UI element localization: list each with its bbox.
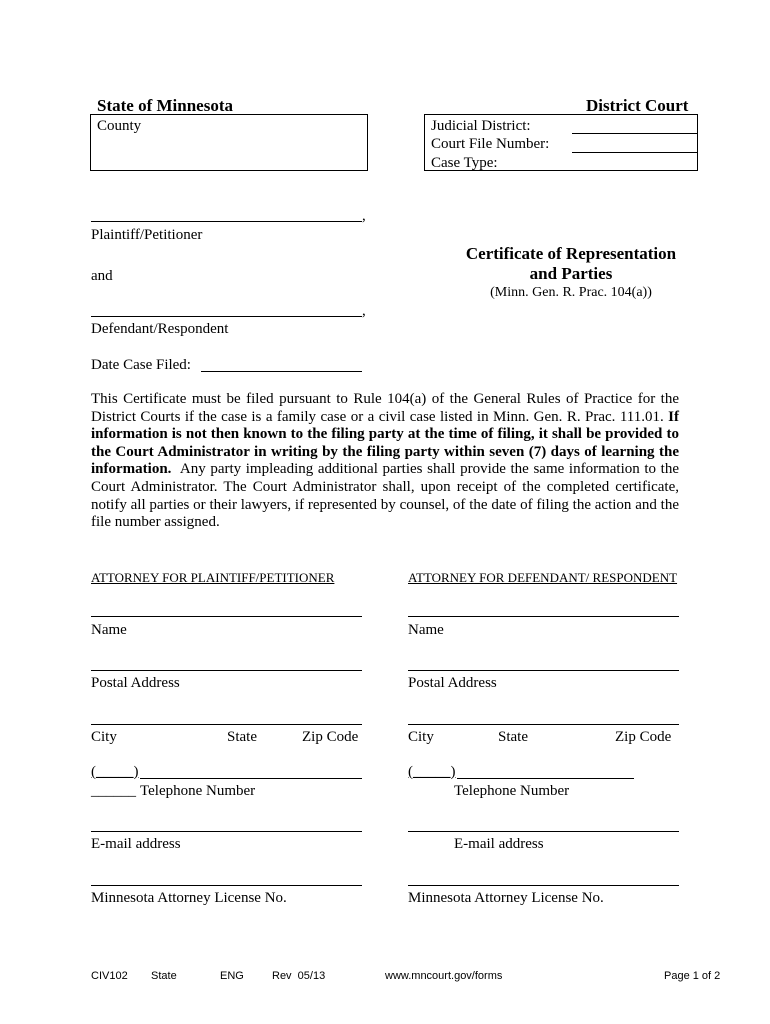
intro-part-1: This Certificate must be filed pursuant to Rule 104(a) of the General Rules of Practice for the District Courts if the case is a family case or a civil case listed in Minn. Gen. R. Prac. 111.01. (91, 391, 679, 425)
defendant-attorney-heading: ATTORNEY FOR DEFENDANT/ RESPONDENT (408, 570, 678, 585)
plaintiff-attorney-state-label: State (227, 729, 257, 745)
defendant-comma: , (362, 303, 366, 319)
plaintiff-attorney-postal-field[interactable] (91, 670, 362, 671)
date-filed-label: Date Case Filed: (91, 357, 191, 373)
defendant-attorney-email-field[interactable] (408, 831, 679, 832)
plaintiff-attorney-name-field[interactable] (91, 616, 362, 617)
court-title: District Court (586, 96, 689, 115)
defendant-attorney-postal-field[interactable] (408, 670, 679, 671)
plaintiff-attorney-email-field[interactable] (91, 831, 362, 832)
county-box[interactable] (90, 114, 368, 171)
plaintiff-attorney-license-field[interactable] (91, 885, 362, 886)
intro-part-2: Any party impleading additional parties shall provide the same information to the Court Administrator. The Court Administrator shall, upon receipt of the completed certificate, notify all parties or their lawyers, if represented by counsel, of the date of filing the action and the file number assigned. (91, 461, 679, 531)
defendant-attorney-area-code[interactable]: (_____) (408, 764, 456, 780)
defendant-attorney-phone-label: Telephone Number (454, 783, 570, 799)
state-title: State of Minnesota (97, 96, 233, 115)
plaintiff-attorney-license-label: Minnesota Attorney License No. (91, 890, 287, 906)
case-info-box (424, 114, 698, 171)
judicial-district-field[interactable] (572, 133, 697, 134)
court-file-number-field[interactable] (572, 152, 697, 153)
plaintiff-attorney-postal-label: Postal Address (91, 675, 180, 691)
plaintiff-attorney-phone-prefix: ______ (91, 783, 136, 799)
title-rule: (Minn. Gen. R. Prac. 104(a)) (490, 285, 652, 300)
footer-revision: Rev 05/13 (272, 970, 326, 982)
judicial-district-label: Judicial District: (431, 118, 531, 134)
defendant-attorney-city-label: City (408, 729, 434, 745)
plaintiff-attorney-city-label: City (91, 729, 117, 745)
document-title (440, 244, 702, 302)
plaintiff-name-field[interactable] (91, 221, 362, 222)
court-file-number-label: Court File Number: (431, 136, 550, 152)
defendant-attorney-license-label: Minnesota Attorney License No. (408, 890, 604, 906)
plaintiff-attorney-name-label: Name (91, 622, 127, 638)
and-label: and (91, 268, 113, 284)
title-line-1: Certificate of Representation (465, 244, 677, 263)
footer-state: State (151, 970, 177, 982)
intro-paragraph (91, 391, 679, 532)
defendant-attorney-phone-field[interactable] (457, 778, 634, 779)
defendant-attorney-city-field[interactable] (408, 724, 679, 725)
footer-page-number: Page 1 of 2 (664, 970, 721, 982)
plaintiff-attorney-phone-field[interactable] (140, 778, 362, 779)
plaintiff-label: Plaintiff/Petitioner (91, 227, 203, 243)
title-line-2: and Parties (529, 264, 613, 283)
defendant-attorney-license-field[interactable] (408, 885, 679, 886)
plaintiff-attorney-zip-label: Zip Code (302, 729, 359, 745)
footer-url[interactable]: www.mncourt.gov/forms (385, 970, 503, 982)
defendant-attorney-zip-label: Zip Code (615, 729, 672, 745)
defendant-name-field[interactable] (91, 316, 362, 317)
footer-language: ENG (220, 970, 244, 982)
defendant-attorney-name-label: Name (408, 622, 444, 638)
date-filed-field[interactable] (201, 371, 362, 372)
defendant-attorney-state-label: State (498, 729, 528, 745)
defendant-attorney-name-field[interactable] (408, 616, 679, 617)
plaintiff-attorney-phone-label: Telephone Number (140, 783, 256, 799)
plaintiff-comma: , (362, 208, 366, 224)
county-label: County (97, 118, 142, 134)
footer-form-id: CIV102 (91, 970, 128, 982)
plaintiff-attorney-area-code[interactable]: (_____) (91, 764, 139, 780)
case-type-label: Case Type: (431, 155, 498, 171)
intro-bold: If information is not then known to the filing party at the time of filing, it shall be provided to the Court Administrator in writing by the filing party within seven (7) days of learning the information. (91, 408, 679, 478)
plaintiff-attorney-heading: ATTORNEY FOR PLAINTIFF/PETITIONER (91, 570, 335, 585)
defendant-label: Defendant/Respondent (91, 321, 229, 337)
plaintiff-attorney-email-label: E-mail address (91, 836, 181, 852)
defendant-attorney-email-label: E-mail address (454, 836, 544, 852)
defendant-attorney-postal-label: Postal Address (408, 675, 497, 691)
plaintiff-attorney-city-field[interactable] (91, 724, 362, 725)
